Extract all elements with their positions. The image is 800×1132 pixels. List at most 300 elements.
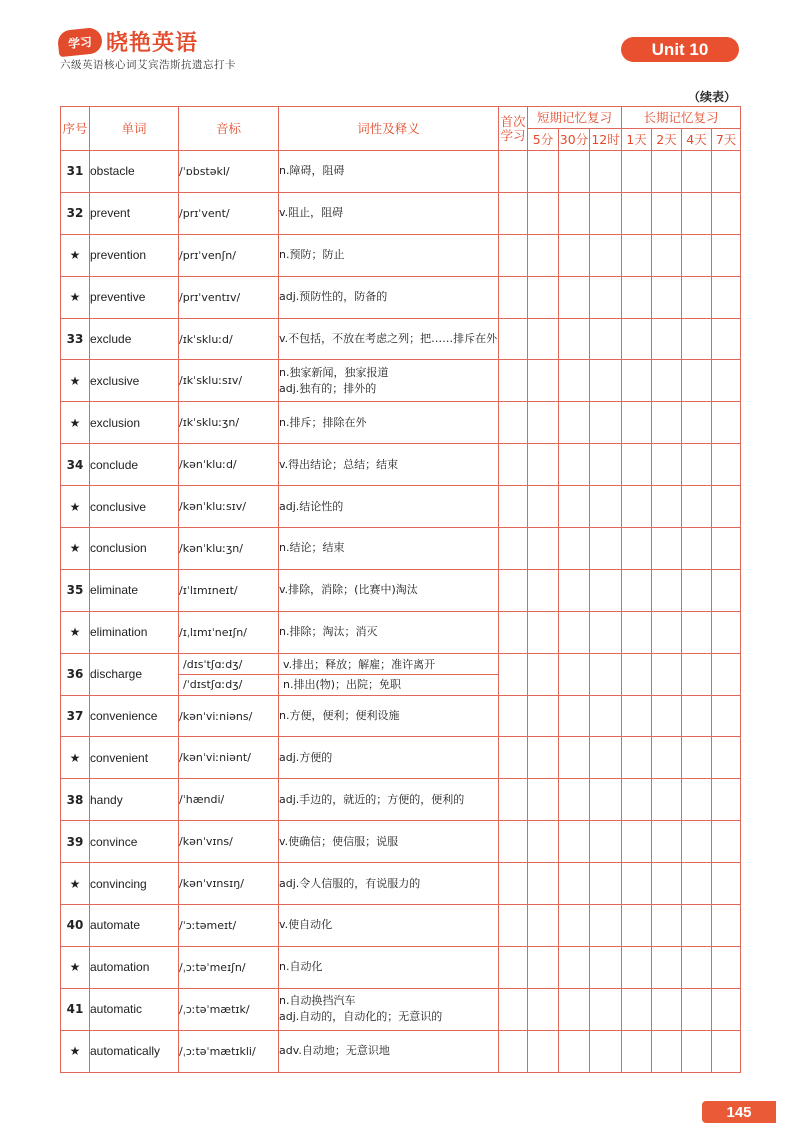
check-7day[interactable] [712, 946, 741, 988]
check-5min[interactable] [528, 569, 559, 611]
check-30min[interactable] [559, 486, 590, 528]
check-30min[interactable] [559, 318, 590, 360]
check-1day[interactable] [622, 1030, 652, 1072]
check-2day[interactable] [652, 988, 682, 1030]
row-meaning: v.阻止，阻碍 [279, 192, 499, 234]
row-number: 31 [61, 151, 90, 193]
check-first-study[interactable] [499, 653, 528, 695]
check-5min[interactable] [528, 905, 559, 947]
row-meaning: v.得出结论；总结；结束 [279, 444, 499, 486]
brand-name: 晓艳英语 [106, 31, 199, 56]
check-30min[interactable] [559, 528, 590, 570]
check-5min[interactable] [528, 360, 559, 402]
row-number: 38 [61, 779, 90, 821]
check-5min[interactable] [528, 737, 559, 779]
header-5min: 5分 [528, 129, 559, 151]
check-4day[interactable] [682, 1030, 712, 1072]
check-12h[interactable] [590, 737, 622, 779]
row-meaning: adj.结论性的 [279, 486, 499, 528]
check-4day[interactable] [682, 444, 712, 486]
check-first-study[interactable] [499, 905, 528, 947]
check-1day[interactable] [622, 151, 652, 193]
check-1day[interactable] [622, 611, 652, 653]
check-30min[interactable] [559, 444, 590, 486]
row-word: handy [90, 779, 179, 821]
check-1day[interactable] [622, 821, 652, 863]
unit-badge: Unit 10 [621, 37, 739, 62]
check-12h[interactable] [590, 1030, 622, 1072]
check-7day[interactable] [712, 360, 741, 402]
row-phonetic: /kənˈviːniəns/ [179, 695, 279, 737]
check-1day[interactable] [622, 360, 652, 402]
header-2day: 2天 [652, 129, 682, 151]
row-word: exclusion [90, 402, 179, 444]
row-phonetic: /kənˈviːniənt/ [179, 737, 279, 779]
check-12h[interactable] [590, 569, 622, 611]
book-subtitle: 六级英语核心词艾宾浩斯抗遗忘打卡 [60, 59, 236, 71]
meaning-line-1: n.自动换挡汽车 [279, 994, 356, 1008]
check-5min[interactable] [528, 1030, 559, 1072]
header-long-review: 长期记忆复习 [622, 107, 741, 129]
check-2day[interactable] [652, 821, 682, 863]
check-12h[interactable] [590, 444, 622, 486]
check-first-study[interactable] [499, 611, 528, 653]
row-number: ★ [61, 946, 90, 988]
row-number: 40 [61, 905, 90, 947]
row-meaning: adv.自动地；无意识地 [279, 1030, 499, 1072]
meaning-line-2: adj.独有的；排外的 [279, 381, 377, 395]
row-meaning: n.排除；淘汰；消灭 [279, 611, 499, 653]
row-phonetic: /ɪˌlɪmɪˈneɪʃn/ [179, 611, 279, 653]
continued-label: （续表） [687, 90, 736, 104]
row-phonetic: /kənˈkluːd/ [179, 444, 279, 486]
check-2day[interactable] [652, 653, 682, 695]
check-30min[interactable] [559, 863, 590, 905]
row-phonetic: /prɪˈventɪv/ [179, 276, 279, 318]
check-1day[interactable] [622, 653, 652, 695]
header-meaning: 词性及释义 [279, 107, 499, 151]
row-word: obstacle [90, 151, 179, 193]
check-2day[interactable] [652, 192, 682, 234]
phonetic-verb: /dɪsˈtʃɑːdʒ/ [183, 657, 243, 671]
check-first-study[interactable] [499, 486, 528, 528]
table-row [61, 569, 741, 611]
header-word: 单词 [90, 107, 179, 151]
check-first-study[interactable] [499, 821, 528, 863]
check-2day[interactable] [652, 905, 682, 947]
row-meaning: n.障碍，阻碍 [279, 151, 499, 193]
row-meaning: adj.手边的，就近的；方便的，便利的 [279, 779, 499, 821]
check-1day[interactable] [622, 234, 652, 276]
check-4day[interactable] [682, 737, 712, 779]
check-1day[interactable] [622, 737, 652, 779]
check-4day[interactable] [682, 821, 712, 863]
table-row [61, 737, 741, 779]
check-7day[interactable] [712, 234, 741, 276]
row-word: eliminate [90, 569, 179, 611]
row-meaning: v.使确信；使信服；说服 [279, 821, 499, 863]
check-7day[interactable] [712, 151, 741, 193]
check-5min[interactable] [528, 863, 559, 905]
row-word: automate [90, 905, 179, 947]
check-7day[interactable] [712, 1030, 741, 1072]
check-1day[interactable] [622, 695, 652, 737]
check-7day[interactable] [712, 653, 741, 695]
check-5min[interactable] [528, 528, 559, 570]
header-1day: 1天 [622, 129, 652, 151]
row-number: ★ [61, 528, 90, 570]
row-word: conclusion [90, 528, 179, 570]
check-1day[interactable] [622, 946, 652, 988]
check-7day[interactable] [712, 528, 741, 570]
row-word: exclude [90, 318, 179, 360]
check-12h[interactable] [590, 402, 622, 444]
check-7day[interactable] [712, 737, 741, 779]
check-4day[interactable] [682, 234, 712, 276]
check-12h[interactable] [590, 905, 622, 947]
table-row [61, 151, 741, 193]
check-5min[interactable] [528, 276, 559, 318]
check-4day[interactable] [682, 569, 712, 611]
check-2day[interactable] [652, 276, 682, 318]
check-5min[interactable] [528, 946, 559, 988]
check-12h[interactable] [590, 988, 622, 1030]
row-phonetic: /ɪkˈskluːʒn/ [179, 402, 279, 444]
check-4day[interactable] [682, 192, 712, 234]
check-5min[interactable] [528, 486, 559, 528]
row-meaning: v.不包括，不放在考虑之列；把……排斥在外 [279, 318, 499, 360]
check-2day[interactable] [652, 695, 682, 737]
check-2day[interactable] [652, 151, 682, 193]
check-1day[interactable] [622, 192, 652, 234]
check-2day[interactable] [652, 569, 682, 611]
row-number: ★ [61, 863, 90, 905]
row-number: ★ [61, 276, 90, 318]
brand-logo [58, 26, 198, 57]
check-7day[interactable] [712, 988, 741, 1030]
table-row [61, 695, 741, 737]
check-5min[interactable] [528, 821, 559, 863]
check-30min[interactable] [559, 695, 590, 737]
row-phonetic: /ˌɔːtəˈmeɪʃn/ [179, 946, 279, 988]
check-12h[interactable] [590, 653, 622, 695]
row-word: convenience [90, 695, 179, 737]
row-number: 32 [61, 192, 90, 234]
check-4day[interactable] [682, 779, 712, 821]
check-7day[interactable] [712, 318, 741, 360]
check-first-study[interactable] [499, 988, 528, 1030]
check-30min[interactable] [559, 988, 590, 1030]
row-phonetic: /prɪˈvenʃn/ [179, 234, 279, 276]
check-30min[interactable] [559, 1030, 590, 1072]
row-meaning [279, 360, 499, 402]
meaning-line-1: v.排出；释放；解雇；准许离开 [283, 657, 436, 671]
row-phonetic: /ɪkˈskluːsɪv/ [179, 360, 279, 402]
check-2day[interactable] [652, 402, 682, 444]
check-12h[interactable] [590, 863, 622, 905]
header-4day: 4天 [682, 129, 712, 151]
table-row [61, 611, 741, 653]
check-4day[interactable] [682, 946, 712, 988]
table-row [61, 234, 741, 276]
check-5min[interactable] [528, 444, 559, 486]
page-number: 145 [702, 1101, 776, 1123]
check-5min[interactable] [528, 402, 559, 444]
check-1day[interactable] [622, 486, 652, 528]
check-5min[interactable] [528, 779, 559, 821]
check-12h[interactable] [590, 360, 622, 402]
check-first-study[interactable] [499, 192, 528, 234]
check-4day[interactable] [682, 988, 712, 1030]
row-number: ★ [61, 611, 90, 653]
check-2day[interactable] [652, 779, 682, 821]
table-row [61, 402, 741, 444]
table-row [61, 863, 741, 905]
row-phonetic: /ˈɔːtəmeɪt/ [179, 905, 279, 947]
row-meaning [279, 653, 499, 695]
check-2day[interactable] [652, 1030, 682, 1072]
phonetic-noun: /ˈdɪstʃɑːdʒ/ [179, 674, 278, 694]
header-first-study: 首次学习 [499, 107, 528, 151]
table-row [61, 988, 741, 1030]
check-30min[interactable] [559, 653, 590, 695]
row-number: ★ [61, 234, 90, 276]
check-7day[interactable] [712, 486, 741, 528]
table-row [61, 905, 741, 947]
check-7day[interactable] [712, 611, 741, 653]
row-phonetic: /ˈhændi/ [179, 779, 279, 821]
row-phonetic: /prɪˈvent/ [179, 192, 279, 234]
check-12h[interactable] [590, 779, 622, 821]
check-5min[interactable] [528, 318, 559, 360]
check-4day[interactable] [682, 905, 712, 947]
check-first-study[interactable] [499, 234, 528, 276]
row-meaning: v.排除，消除；(比赛中)淘汰 [279, 569, 499, 611]
check-12h[interactable] [590, 528, 622, 570]
row-word: convincing [90, 863, 179, 905]
check-5min[interactable] [528, 695, 559, 737]
check-4day[interactable] [682, 402, 712, 444]
check-12h[interactable] [590, 151, 622, 193]
check-4day[interactable] [682, 486, 712, 528]
check-30min[interactable] [559, 234, 590, 276]
check-12h[interactable] [590, 695, 622, 737]
row-meaning: n.自动化 [279, 946, 499, 988]
row-number: 37 [61, 695, 90, 737]
check-7day[interactable] [712, 402, 741, 444]
check-first-study[interactable] [499, 946, 528, 988]
check-7day[interactable] [712, 779, 741, 821]
row-number: ★ [61, 486, 90, 528]
check-first-study[interactable] [499, 151, 528, 193]
check-first-study[interactable] [499, 402, 528, 444]
check-first-study[interactable] [499, 444, 528, 486]
check-4day[interactable] [682, 695, 712, 737]
check-1day[interactable] [622, 528, 652, 570]
check-2day[interactable] [652, 360, 682, 402]
row-phonetic: /ˈɒbstəkl/ [179, 151, 279, 193]
check-30min[interactable] [559, 905, 590, 947]
row-meaning: adj.令人信服的，有说服力的 [279, 863, 499, 905]
check-5min[interactable] [528, 988, 559, 1030]
row-word: exclusive [90, 360, 179, 402]
row-meaning: adj.方便的 [279, 737, 499, 779]
row-meaning: n.结论；结束 [279, 528, 499, 570]
check-1day[interactable] [622, 988, 652, 1030]
check-12h[interactable] [590, 946, 622, 988]
check-4day[interactable] [682, 318, 712, 360]
table-row [61, 444, 741, 486]
check-5min[interactable] [528, 653, 559, 695]
check-7day[interactable] [712, 863, 741, 905]
check-30min[interactable] [559, 402, 590, 444]
check-5min[interactable] [528, 234, 559, 276]
row-meaning: n.方便，便利；便利设施 [279, 695, 499, 737]
logo-badge-icon: 学习 [57, 26, 103, 56]
check-30min[interactable] [559, 276, 590, 318]
check-2day[interactable] [652, 528, 682, 570]
check-5min[interactable] [528, 192, 559, 234]
check-30min[interactable] [559, 360, 590, 402]
check-first-study[interactable] [499, 360, 528, 402]
check-7day[interactable] [712, 821, 741, 863]
check-1day[interactable] [622, 444, 652, 486]
check-2day[interactable] [652, 611, 682, 653]
check-1day[interactable] [622, 863, 652, 905]
check-1day[interactable] [622, 779, 652, 821]
check-first-study[interactable] [499, 1030, 528, 1072]
meaning-line-2: adj.自动的，自动化的；无意识的 [279, 1010, 443, 1024]
row-number: 41 [61, 988, 90, 1030]
check-7day[interactable] [712, 276, 741, 318]
check-7day[interactable] [712, 569, 741, 611]
check-12h[interactable] [590, 192, 622, 234]
table-row [61, 1030, 741, 1072]
row-word: convince [90, 821, 179, 863]
check-1day[interactable] [622, 276, 652, 318]
row-number: 34 [61, 444, 90, 486]
table-header [61, 107, 741, 151]
table-row [61, 821, 741, 863]
check-first-study[interactable] [499, 737, 528, 779]
check-30min[interactable] [559, 192, 590, 234]
check-7day[interactable] [712, 695, 741, 737]
row-word: automatic [90, 988, 179, 1030]
header-7day: 7天 [712, 129, 741, 151]
check-4day[interactable] [682, 653, 712, 695]
table-row [61, 318, 741, 360]
row-phonetic: /kənˈkluːsɪv/ [179, 486, 279, 528]
check-4day[interactable] [682, 863, 712, 905]
row-word: preventive [90, 276, 179, 318]
table-row [61, 528, 741, 570]
header-short-review: 短期记忆复习 [528, 107, 622, 129]
check-30min[interactable] [559, 946, 590, 988]
check-12h[interactable] [590, 611, 622, 653]
check-first-study[interactable] [499, 863, 528, 905]
check-2day[interactable] [652, 946, 682, 988]
check-12h[interactable] [590, 234, 622, 276]
table-row [61, 360, 741, 402]
check-30min[interactable] [559, 611, 590, 653]
row-phonetic [179, 653, 279, 695]
check-first-study[interactable] [499, 276, 528, 318]
check-first-study[interactable] [499, 779, 528, 821]
check-2day[interactable] [652, 486, 682, 528]
table-row [61, 946, 741, 988]
check-first-study[interactable] [499, 569, 528, 611]
table-row [61, 779, 741, 821]
check-4day[interactable] [682, 528, 712, 570]
check-1day[interactable] [622, 318, 652, 360]
check-7day[interactable] [712, 444, 741, 486]
check-4day[interactable] [682, 151, 712, 193]
row-word: prevent [90, 192, 179, 234]
meaning-line-1: n.独家新闻，独家报道 [279, 365, 389, 379]
check-5min[interactable] [528, 151, 559, 193]
check-12h[interactable] [590, 276, 622, 318]
check-first-study[interactable] [499, 528, 528, 570]
table-row [61, 276, 741, 318]
row-word: elimination [90, 611, 179, 653]
check-12h[interactable] [590, 318, 622, 360]
check-1day[interactable] [622, 905, 652, 947]
check-2day[interactable] [652, 444, 682, 486]
row-phonetic: /kənˈkluːʒn/ [179, 528, 279, 570]
check-1day[interactable] [622, 569, 652, 611]
row-word: conclusive [90, 486, 179, 528]
row-phonetic: /ɪˈlɪmɪneɪt/ [179, 569, 279, 611]
header-30min: 30分 [559, 129, 590, 151]
check-4day[interactable] [682, 360, 712, 402]
check-12h[interactable] [590, 486, 622, 528]
table-row [61, 653, 741, 695]
check-30min[interactable] [559, 821, 590, 863]
row-number: ★ [61, 737, 90, 779]
check-4day[interactable] [682, 276, 712, 318]
check-12h[interactable] [590, 821, 622, 863]
check-30min[interactable] [559, 779, 590, 821]
row-phonetic: /kənˈvɪnsɪŋ/ [179, 863, 279, 905]
check-30min[interactable] [559, 151, 590, 193]
row-word: prevention [90, 234, 179, 276]
check-7day[interactable] [712, 905, 741, 947]
check-1day[interactable] [622, 402, 652, 444]
check-30min[interactable] [559, 737, 590, 779]
check-7day[interactable] [712, 192, 741, 234]
check-2day[interactable] [652, 737, 682, 779]
row-phonetic: /ˌɔːtəˈmætɪkli/ [179, 1030, 279, 1072]
check-5min[interactable] [528, 611, 559, 653]
header-phonetic: 音标 [179, 107, 279, 151]
check-2day[interactable] [652, 318, 682, 360]
row-word: automation [90, 946, 179, 988]
check-2day[interactable] [652, 234, 682, 276]
check-first-study[interactable] [499, 695, 528, 737]
row-word: conclude [90, 444, 179, 486]
row-number: ★ [61, 1030, 90, 1072]
row-phonetic: /kənˈvɪns/ [179, 821, 279, 863]
check-2day[interactable] [652, 863, 682, 905]
table-row [61, 192, 741, 234]
row-word: discharge [90, 653, 179, 695]
check-first-study[interactable] [499, 318, 528, 360]
row-meaning: adj.预防性的，防备的 [279, 276, 499, 318]
table-row [61, 486, 741, 528]
check-4day[interactable] [682, 611, 712, 653]
check-30min[interactable] [559, 569, 590, 611]
row-meaning: v.使自动化 [279, 905, 499, 947]
